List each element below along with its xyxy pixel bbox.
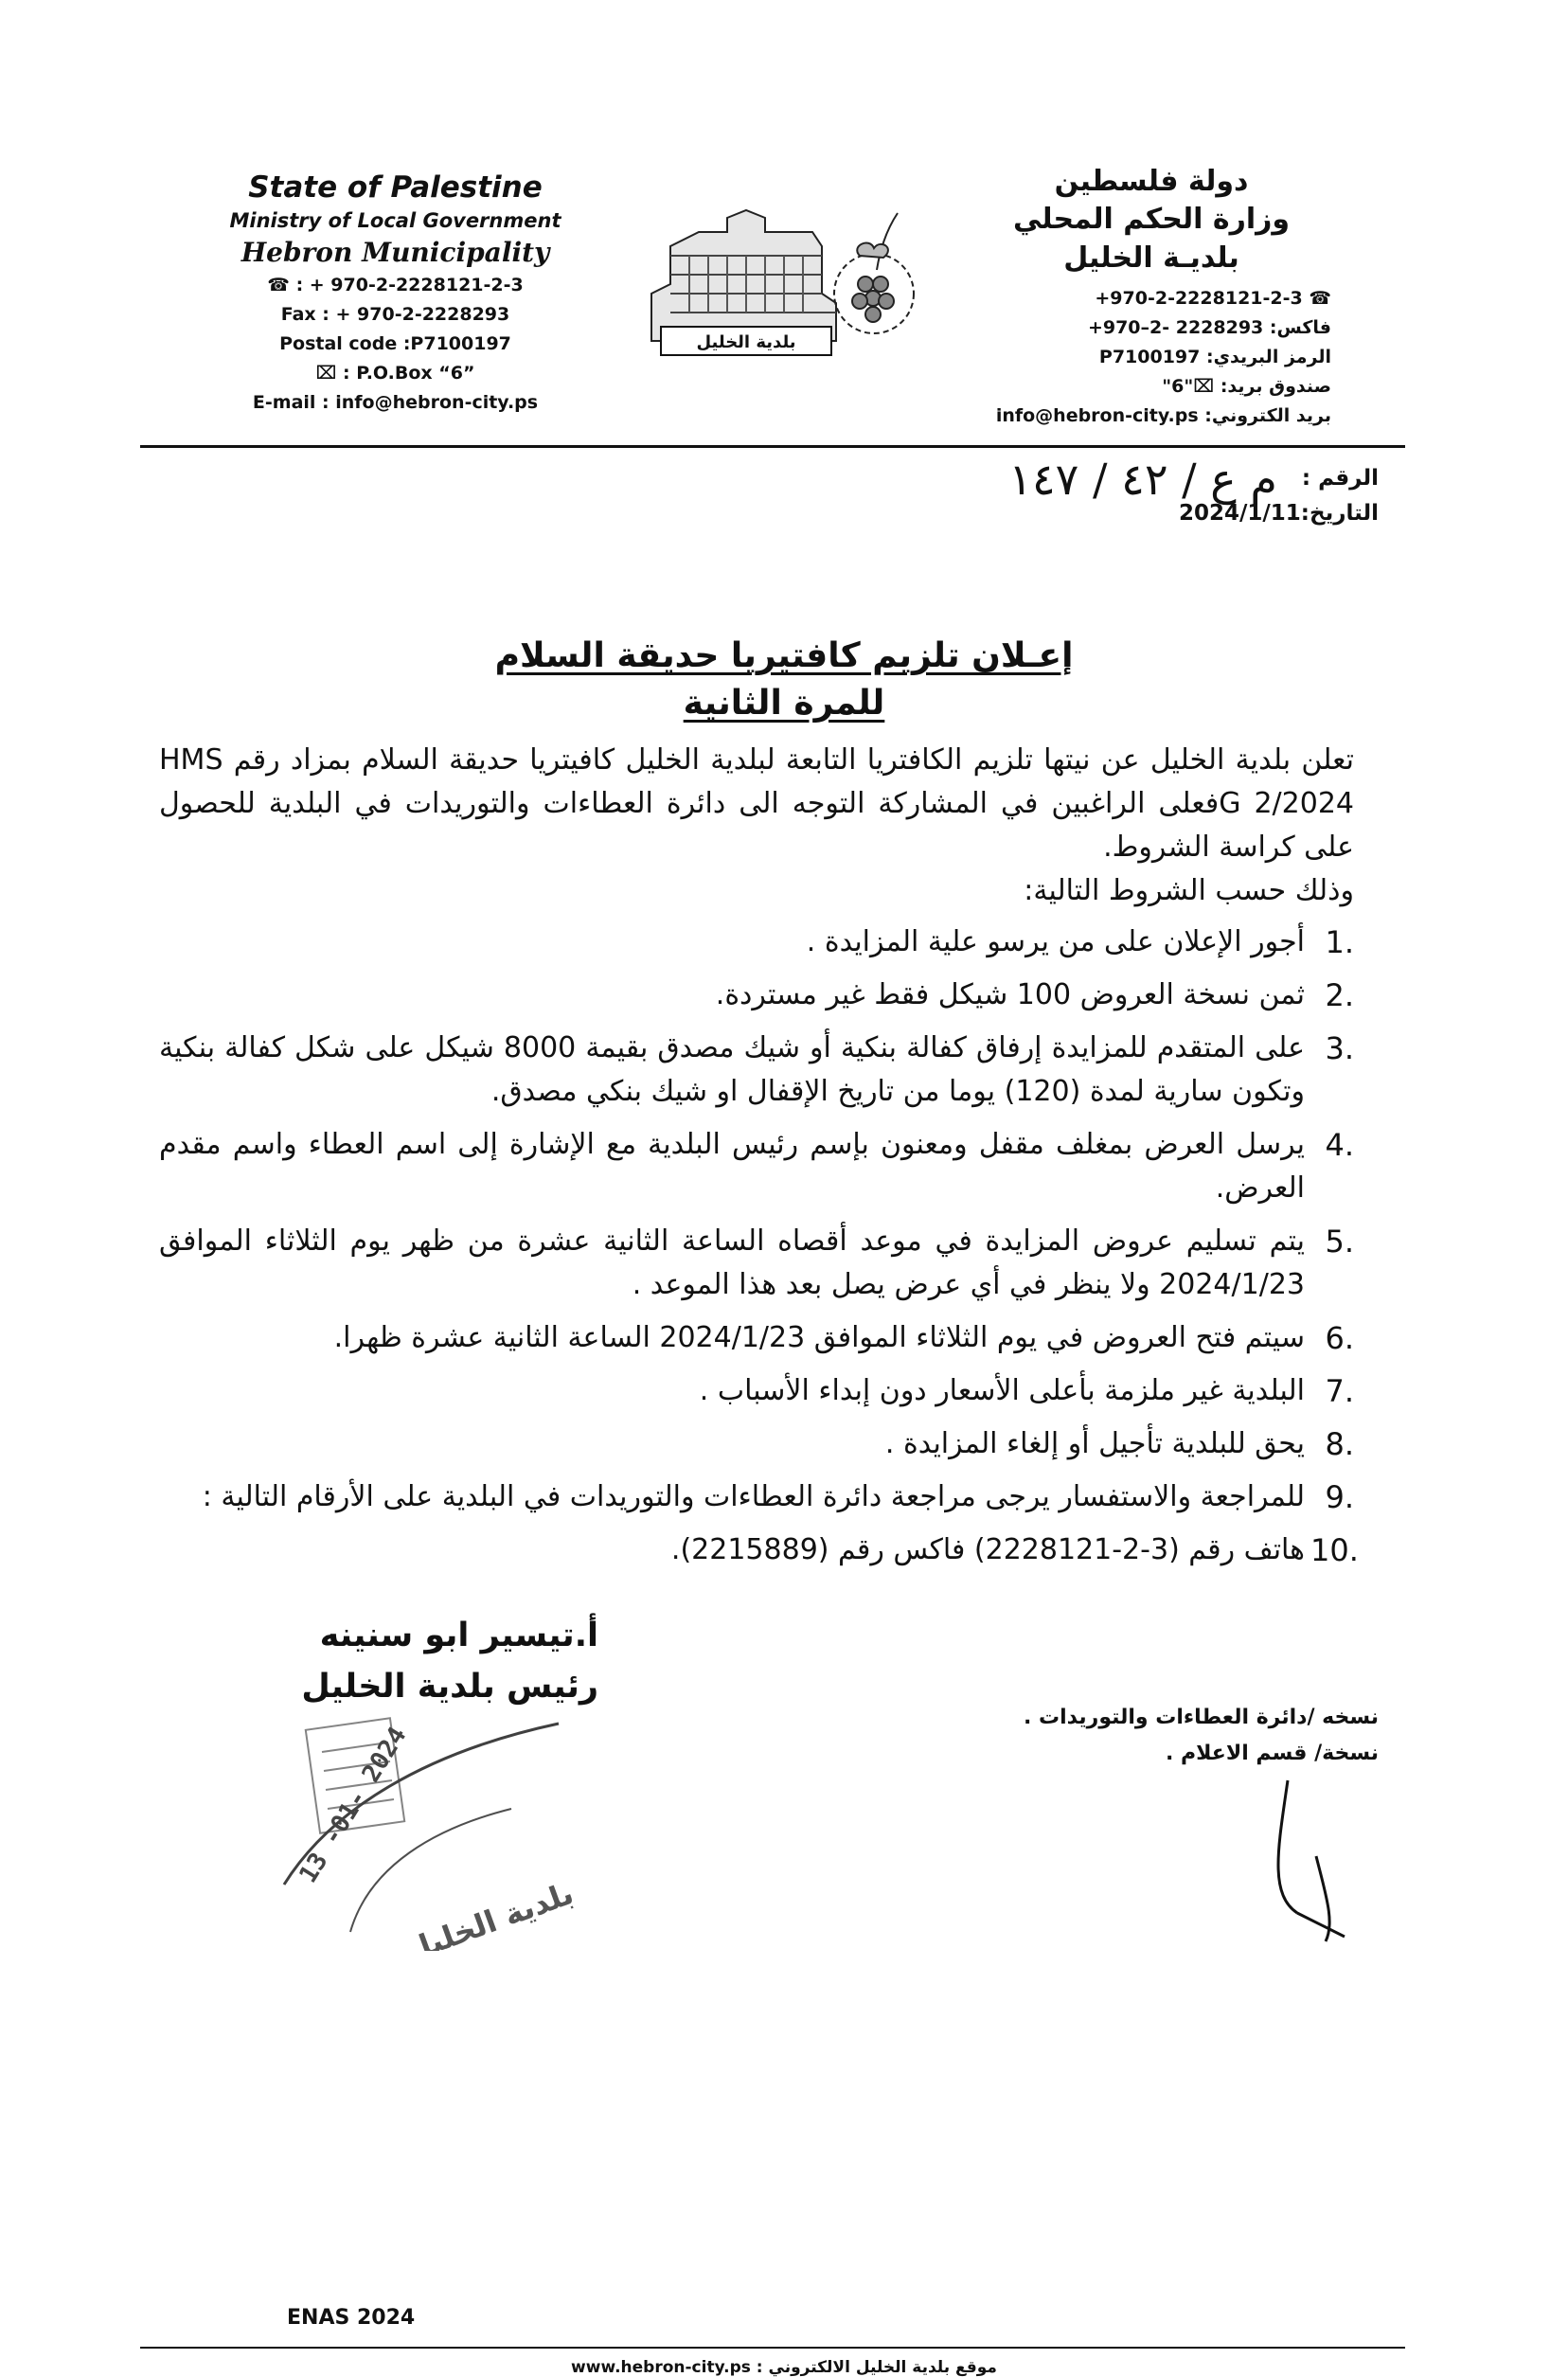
condition-item: 8. يحق للبلدية تأجيل أو إلغاء المزايدة . [884, 1426, 1354, 1462]
header-arabic [971, 163, 1331, 278]
logo-text: بلدية الخليل [696, 332, 796, 352]
title-line-1: إعـلان تلزيم كافتيريا حديقة السلام [494, 636, 1074, 675]
arabic-phone: +970-2-2228121-2-3 ☎ [1095, 288, 1331, 309]
signatory-title: رئيس بلدية الخليل [301, 1668, 598, 1706]
footer-label: موقع بلدية الخليل الالكتروني : [756, 2358, 997, 2377]
stamp-date: 13 -01- 2024 [294, 1722, 413, 1888]
author-initials: ENAS 2024 [287, 2306, 416, 2330]
english-email: E-mail : info@hebron-city.ps [252, 392, 539, 413]
announcement-title [284, 633, 1284, 727]
arabic-contact-block [971, 284, 1331, 431]
english-pobox: ⌧ : P.O.Box “6” [315, 363, 475, 384]
english-fax: Fax : + 970-2-2228293 [280, 304, 510, 325]
announcement-body [159, 739, 1359, 1582]
handwritten-reference: م ع / ٤٢ / ١٤٧ [1008, 453, 1277, 505]
footer-divider [140, 2347, 1405, 2349]
document-date: التاريخ:2024/1/11 [1178, 500, 1379, 526]
reference-number: الرقم : م ع / ٤٢ / ١٤٧ [1008, 453, 1379, 505]
reference-block [1008, 453, 1379, 530]
english-postal-code: Postal code :P7100197 [279, 333, 511, 354]
header-english [223, 169, 568, 418]
english-phone: ☎ : + 970-2-2228121-2-3 [267, 275, 524, 295]
arabic-municipality-name: بلديـة الخليل [1063, 241, 1239, 275]
copy-recipient: نسخة/ قسم الاعلام . [1165, 1742, 1379, 1765]
condition-item: 2. ثمن نسخة العروض 100 شيكل فقط غير مستردة. [715, 977, 1354, 1013]
conditions-intro: وذلك حسب الشروط التالية: [1024, 874, 1354, 907]
header-divider [140, 445, 1405, 448]
arabic-fax: فاكس: +970–2- 2228293 [1087, 317, 1331, 338]
arabic-state-name: دولة فلسطين [1054, 165, 1249, 198]
official-stamp [275, 1695, 587, 1955]
handwritten-mark [1259, 1771, 1373, 1955]
footer [0, 2358, 1568, 2377]
condition-item: 9. للمراجعة والاستفسار يرجى مراجعة دائرة العطاءات والتوريدات في البلدية على الأرقام التالية : [202, 1479, 1354, 1515]
arabic-pobox: صندوق بريد: "6"⌧ [1162, 376, 1331, 397]
condition-item: 5. يتم تسليم عروض المزايدة في موعد أقصاه الساعة الثانية عشرة من ظهر يوم الثلاثاء الموافق 2024/1/23 ولا ينظر في أي عرض يصل بعد هذا الموعد . [159, 1224, 1354, 1301]
conditions-list [159, 920, 1359, 1572]
condition-item: 6. سيتم فتح العروض في يوم الثلاثاء الموافق 2024/1/23 الساعة الثانية عشرة ظهرا. [333, 1320, 1354, 1356]
body-intro: تعلن بلدية الخليل عن نيتها تلزيم الكافتريا التابعة لبلدية الخليل كافيتريا حديقة السلام بمزاد رقم HMS G 2/2024فعلى الراغبين في المشاركة التوجه الى دائرة العطاءات والتوريدات في البلدية للحصول على كراسة الشروط. [159, 743, 1355, 864]
signatory-name: أ.تيسير ابو سنينه [319, 1617, 598, 1654]
arabic-ministry-name: وزارة الحكم المحلي [1012, 203, 1291, 236]
condition-item: 3. على المتقدم للمزايدة إرفاق كفالة بنكية أو شيك مصدق بقيمة 8000 شيكل على شكل كفالة بنكية وتكون سارية لمدة (120) يوما من تاريخ الإقفال او شيك بنكي مصدق. [159, 1030, 1354, 1108]
condition-item: 4. يرسل العرض بمغلف مقفل ومعنون بإسم رئيس البلدية مع الإشارة إلى اسم العطاء واسم مقدم العرض. [159, 1127, 1354, 1205]
english-municipality-name: Hebron Municipality [241, 237, 550, 268]
stamp-text: بلدية الخليل [399, 1874, 579, 1951]
arabic-email: بريد الكتروني: info@hebron-city.ps [995, 405, 1331, 426]
arabic-postal-code: الرمز البريدي: P7100197 [1098, 347, 1331, 367]
footer-url[interactable]: www.hebron-city.ps [571, 2358, 751, 2377]
condition-item: 10. هاتف رقم (3-2-2228121) فاكس رقم (2215889). [670, 1532, 1359, 1568]
title-line-2: للمرة الثانية [683, 684, 885, 723]
english-state-name: State of Palestine [248, 170, 543, 205]
condition-item: 7. البلدية غير ملزمة بأعلى الأسعار دون إبداء الأسباب . [699, 1373, 1354, 1409]
municipality-logo [633, 189, 917, 383]
copies-block [1024, 1700, 1379, 1772]
copy-recipient: نسخه /دائرة العطاءات والتوريدات . [1024, 1706, 1379, 1729]
english-ministry-name: Ministry of Local Government [229, 209, 561, 232]
condition-item: 1. أجور الإعلان على من يرسو علية المزايدة . [806, 924, 1354, 960]
